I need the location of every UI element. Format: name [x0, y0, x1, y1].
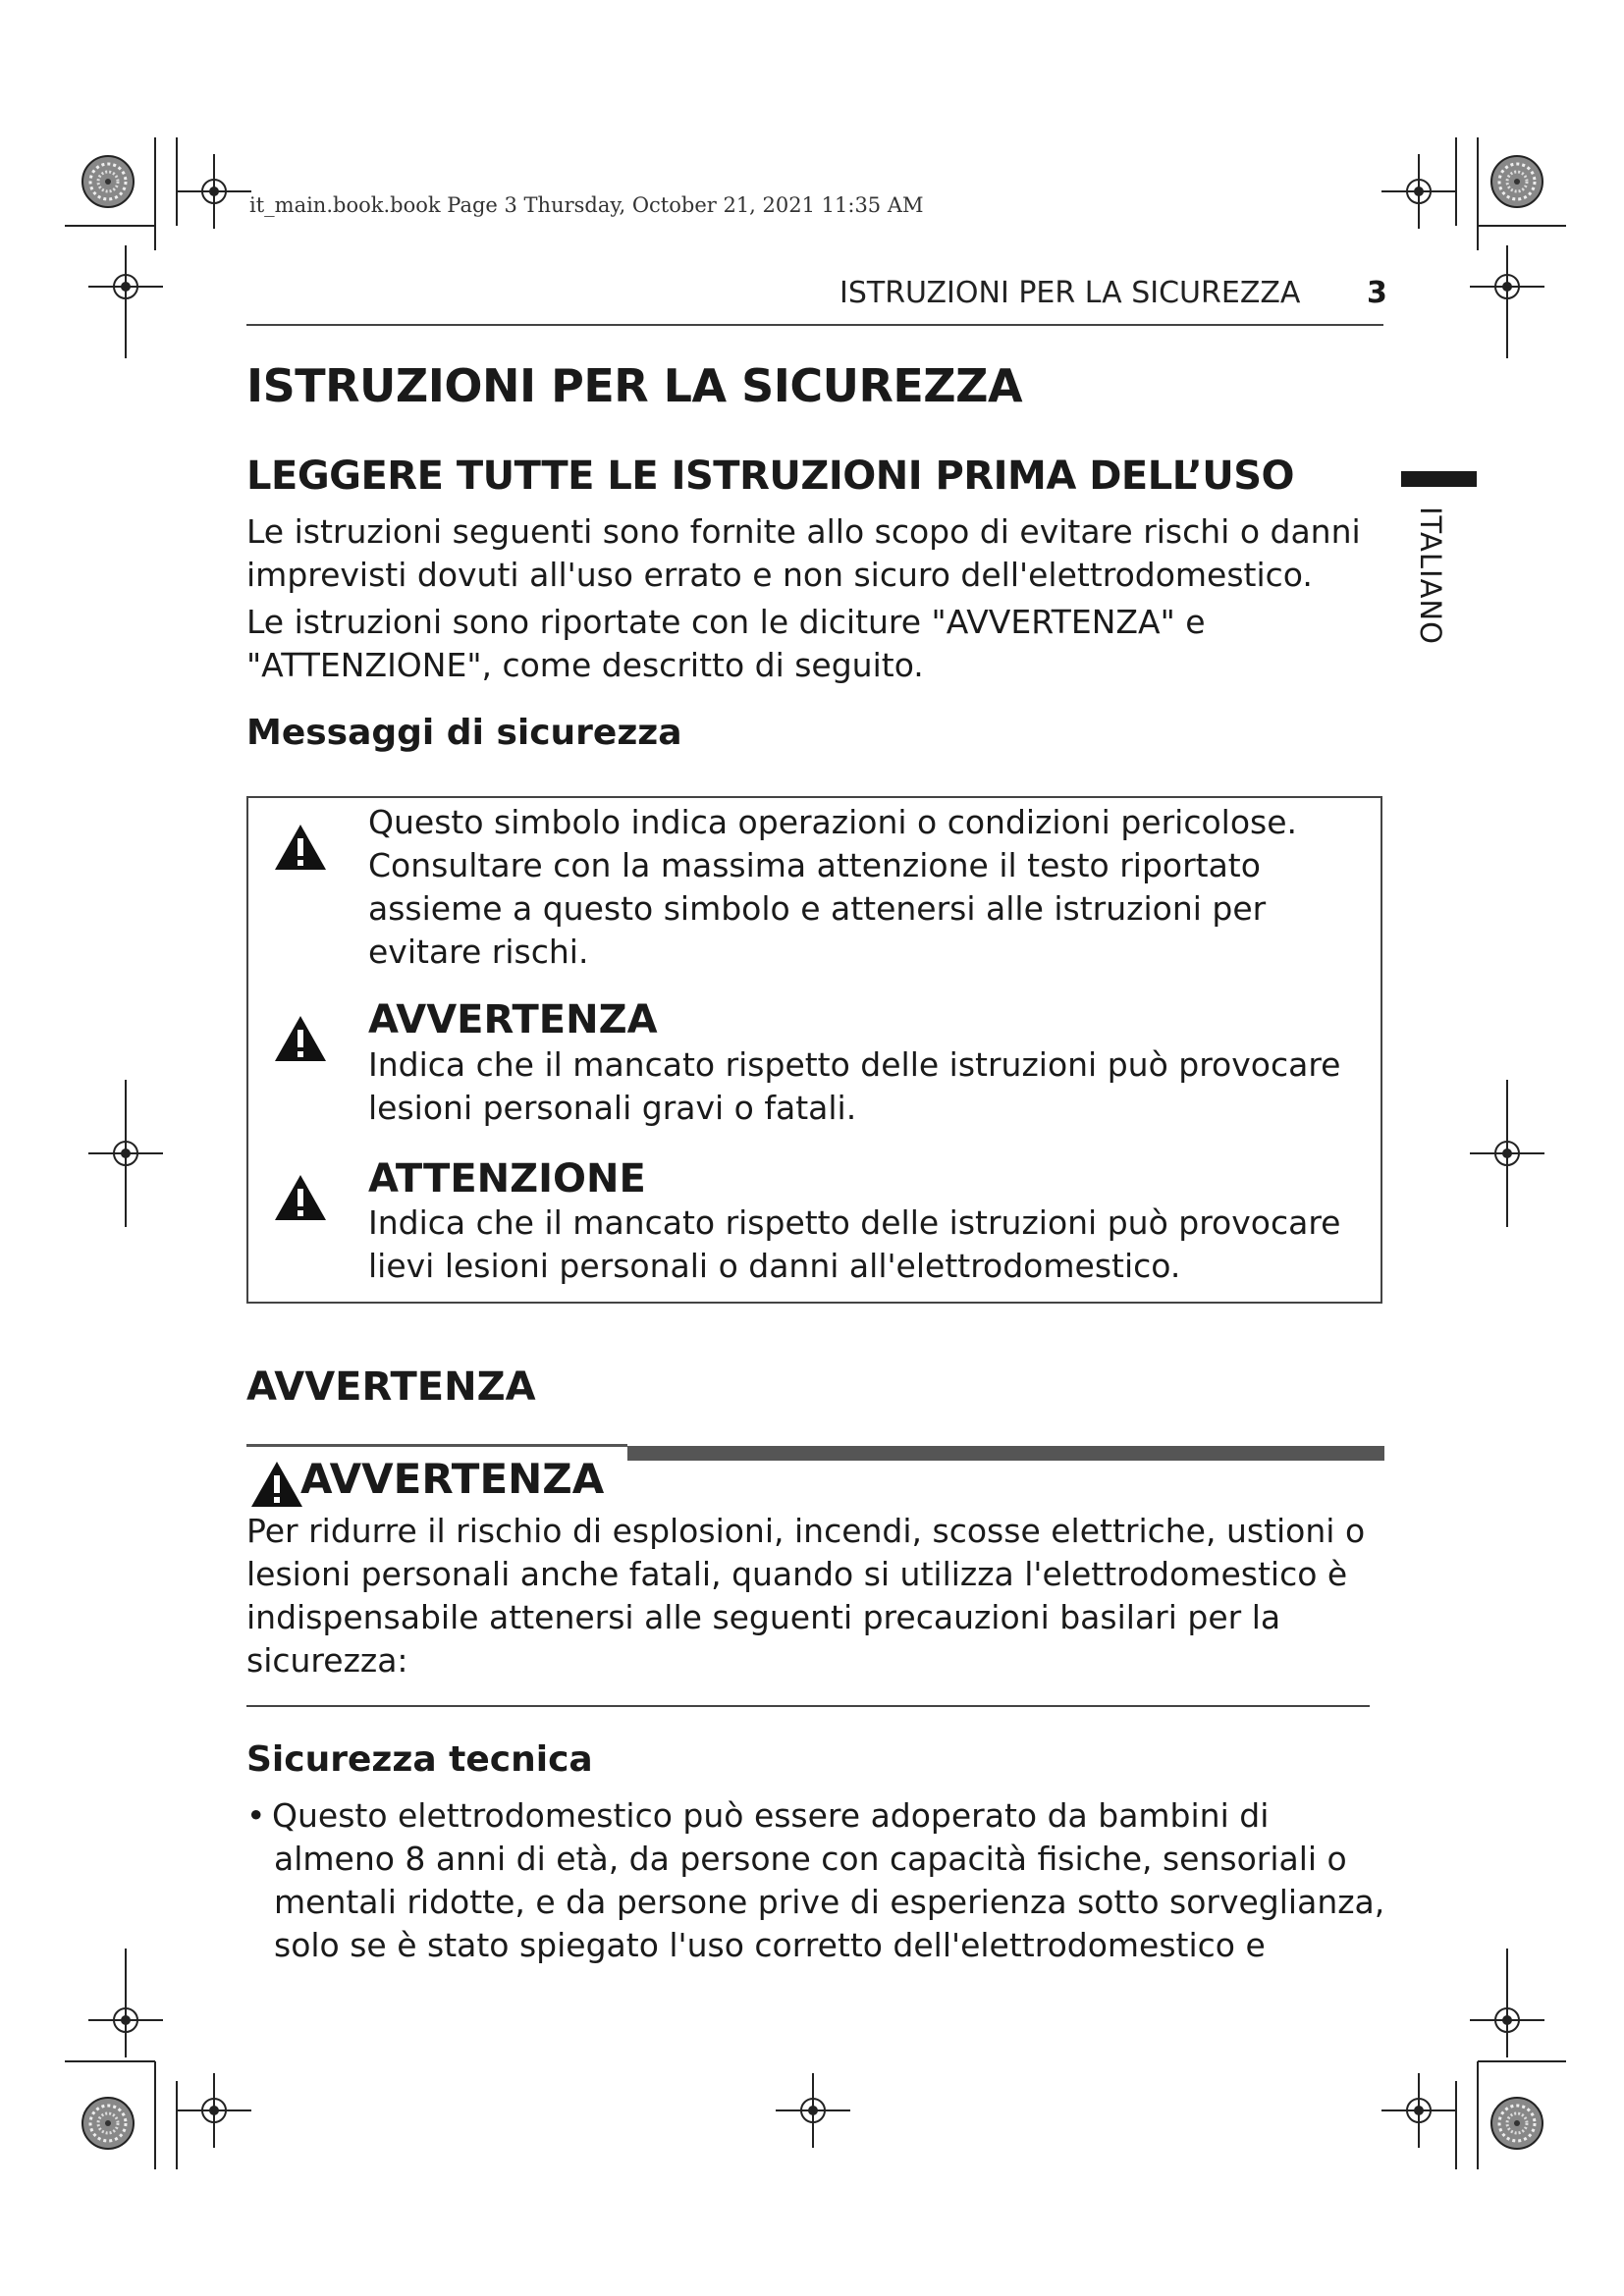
warning-rule-bar	[627, 1446, 1384, 1461]
symbol-description: Questo simbolo indica operazioni o condizioni pericolose. Consultare con la massima attenzione il testo riportato assieme a questo simbolo e attenersi alle istruzioni per evitare rischi.	[368, 803, 1297, 971]
registration-cross-icon	[177, 154, 251, 229]
warning-rule	[246, 1444, 627, 1447]
warning-triangle-icon	[273, 1014, 328, 1063]
warning-box-text: Per ridurre il rischio di esplosioni, incendi, scosse elettriche, ustioni o lesioni personali anche fatali, quando si utilizza l'elettrodomestico è indispensabile attenersi alle seguenti precauzioni basilari per la sicurezza:	[246, 1512, 1366, 1680]
page-number: 3	[1367, 276, 1387, 310]
language-tab-bar	[1401, 471, 1477, 487]
list-item	[246, 1794, 1390, 1967]
running-header-title: ISTRUZIONI PER LA SICUREZZA	[839, 276, 1301, 310]
registration-wheel-icon	[82, 156, 134, 207]
bullet-icon: •	[246, 1796, 266, 1835]
registration-wheel-icon	[82, 2098, 134, 2149]
warning-box-separator	[246, 1705, 1370, 1707]
section-subtitle: LEGGERE TUTTE LE ISTRUZIONI PRIMA DELL’USO	[246, 454, 1295, 499]
intro-paragraph-2: Le istruzioni sono riportate con le diciture "AVVERTENZA" e "ATTENZIONE", come descritto di seguito.	[246, 603, 1206, 684]
language-tab-label: ITALIANO	[1414, 507, 1447, 645]
registration-cross-icon	[1381, 154, 1456, 229]
warning-triangle-icon	[273, 823, 328, 872]
messages-heading: Messaggi di sicurezza	[246, 713, 682, 753]
list-item-text: Questo elettrodomestico può essere adoperato da bambini di	[272, 1796, 1270, 1835]
caution-description: Indica che il mancato rispetto delle istruzioni può provocare lievi lesioni personali o danni all'elettrodomestico.	[368, 1203, 1341, 1285]
page-title: ISTRUZIONI PER LA SICUREZZA	[246, 359, 1023, 412]
list-item-text-continued: almeno 8 anni di età, da persone con capacità fisiche, sensoriali o mentali ridotte, e da persone prive di esperienza sotto sorveglianza, solo se è stato spiegato l'uso corretto dell'elettrodomestico e	[274, 1840, 1385, 1964]
warning-label: AVVERTENZA	[368, 997, 658, 1042]
registration-wheel-icon	[1491, 156, 1543, 207]
warning-description: Indica che il mancato rispetto delle istruzioni può provocare lesioni personali gravi o fatali.	[368, 1045, 1341, 1127]
registration-cross-icon	[776, 2073, 850, 2148]
registration-cross-icon	[177, 2073, 251, 2148]
registration-wheel-icon	[1491, 2098, 1543, 2149]
registration-cross-icon	[1381, 2073, 1456, 2148]
caution-label: ATTENZIONE	[368, 1156, 646, 1201]
technical-safety-heading: Sicurezza tecnica	[246, 1739, 593, 1780]
file-info-line: it_main.book.book Page 3 Thursday, October 21, 2021 11:35 AM	[249, 193, 924, 217]
intro-paragraph-1: Le istruzioni seguenti sono fornite allo scopo di evitare rischi o danni imprevisti dovuti all'uso errato e non sicuro dell'elettrodomestico.	[246, 512, 1361, 594]
warning-box-title: AVVERTENZA	[300, 1455, 605, 1503]
header-rule	[246, 324, 1383, 326]
warning-triangle-icon	[273, 1173, 328, 1222]
warning-section-heading: AVVERTENZA	[246, 1364, 536, 1410]
warning-triangle-icon	[249, 1460, 304, 1509]
language-tab	[1406, 507, 1449, 644]
